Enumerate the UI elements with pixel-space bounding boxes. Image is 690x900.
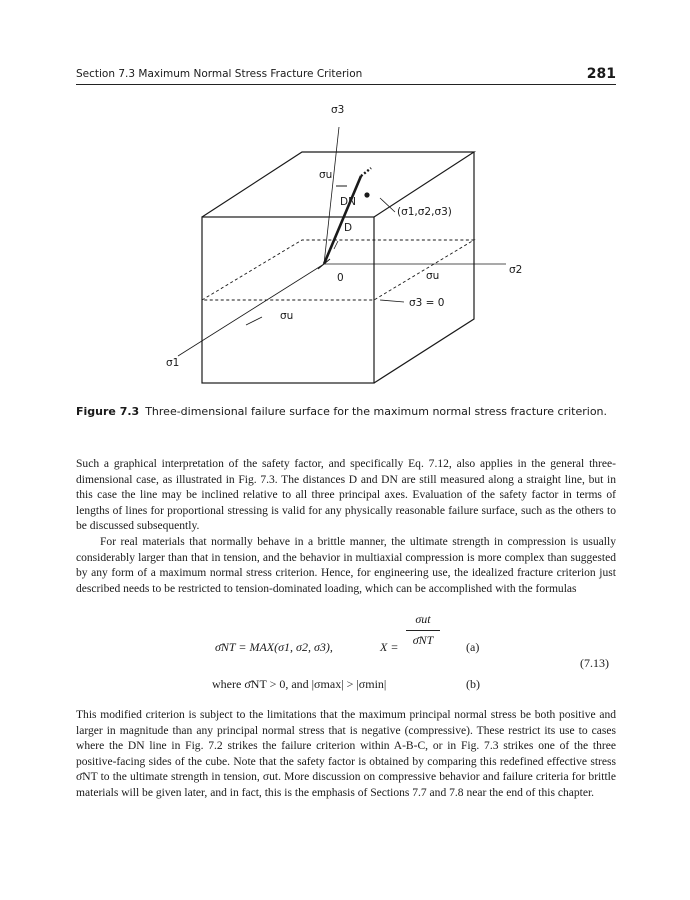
sigma3-axis-label: σ3 xyxy=(331,104,345,116)
equation-a-left: σ̄NT = MAX(σ1, σ2, σ3), xyxy=(215,640,333,654)
paragraph-2: For real materials that normally behave in a brittle manner, the ultimate strength in compression is usually considerably larger than that in tension, and the behavior in multiaxial compression is more complex than suggested by any form of a maximum normal stress criterion. Hence, for engineering use, the idealized fracture criterion just described needs to be restricted to tension-dominated loading, which can be accomplished with the formulas xyxy=(76,535,616,595)
su-right-label: σu xyxy=(426,270,440,282)
axes xyxy=(178,127,506,356)
paragraph-3: This modified criterion is subject to the limitations that the maximum principal normal stress be both positive and larger in magnitude than any principal normal stress that is negative (compressive). These restrict its use to cases where the DN line in Fig. 7.2 strikes the failure criterion within A-B-C, or in Fig. 7.3 strikes one of the three positive-facing sides of the cube. Note that the safety factor is obtained by comparing this redefined effective stress σ̄NT to the ultimate strength in tension, σut. More discussion on compressive behavior and failure criteria for brittle materials will be given later, and in fact, this is the emphasis of Sections 7.7 and 7.8 near the end of this chapter. xyxy=(76,709,616,799)
fraction-denominator: σ̄NT xyxy=(412,633,434,647)
running-header xyxy=(76,66,616,82)
d-line xyxy=(324,176,361,264)
equation-7-13 xyxy=(76,610,616,695)
dn-label: DN xyxy=(340,196,356,208)
header-rule xyxy=(76,84,616,85)
su-left-label: σu xyxy=(280,310,294,322)
figure-7-3 xyxy=(0,90,690,390)
body-text-continued xyxy=(76,708,616,802)
cube-outline xyxy=(202,152,474,383)
su-top-label: σu xyxy=(319,169,333,181)
dn-extension xyxy=(361,168,371,176)
equation-b: where σ̄NT > 0, and |σmax| > |σmin| xyxy=(212,677,387,691)
cube-right-face xyxy=(374,152,474,383)
figure-caption xyxy=(76,404,616,419)
sigma3-plane-label: σ3 = 0 xyxy=(409,297,445,309)
point-label: (σ1,σ2,σ3) xyxy=(397,206,452,218)
caption-label: Figure 7.3 xyxy=(76,405,140,418)
equation-number: (7.13) xyxy=(580,656,609,670)
fraction-numerator: σut xyxy=(415,612,431,626)
origin-label: 0 xyxy=(337,272,344,284)
d-label: D xyxy=(344,222,353,234)
equation-fraction xyxy=(406,612,440,648)
sigma1-axis-label: σ1 xyxy=(166,357,180,369)
caption-text: Three-dimensional failure surface for the maximum normal stress fracture criterion. xyxy=(145,405,608,418)
running-title: Section 7.3 Maximum Normal Stress Fracture Criterion xyxy=(76,68,363,80)
equation-tag-b: (b) xyxy=(466,677,480,691)
stress-point-dot xyxy=(364,192,369,197)
page-number: 281 xyxy=(586,66,616,82)
distance-lines xyxy=(324,168,371,264)
equation-tag-a: (a) xyxy=(466,640,480,654)
body-text xyxy=(76,457,616,597)
sigma2-axis-label: σ2 xyxy=(509,264,523,276)
paragraph-1: Such a graphical interpretation of the safety factor, and specifically Eq. 7.12, also applies in the general three-dimensional case, as illustrated in Fig. 7.3. The distances D and DN are still measured along a straight line, but in this case the line may be inclined relative to all three principal axes. Evaluation of the safety factor in terms of lengths of lines for proportional stressing is valid for any physically reasonable failure surface, such as the others to be discussed subsequently. xyxy=(76,458,616,533)
equation-a-x: X = xyxy=(380,640,399,654)
sigma1-axis-line xyxy=(178,264,324,356)
